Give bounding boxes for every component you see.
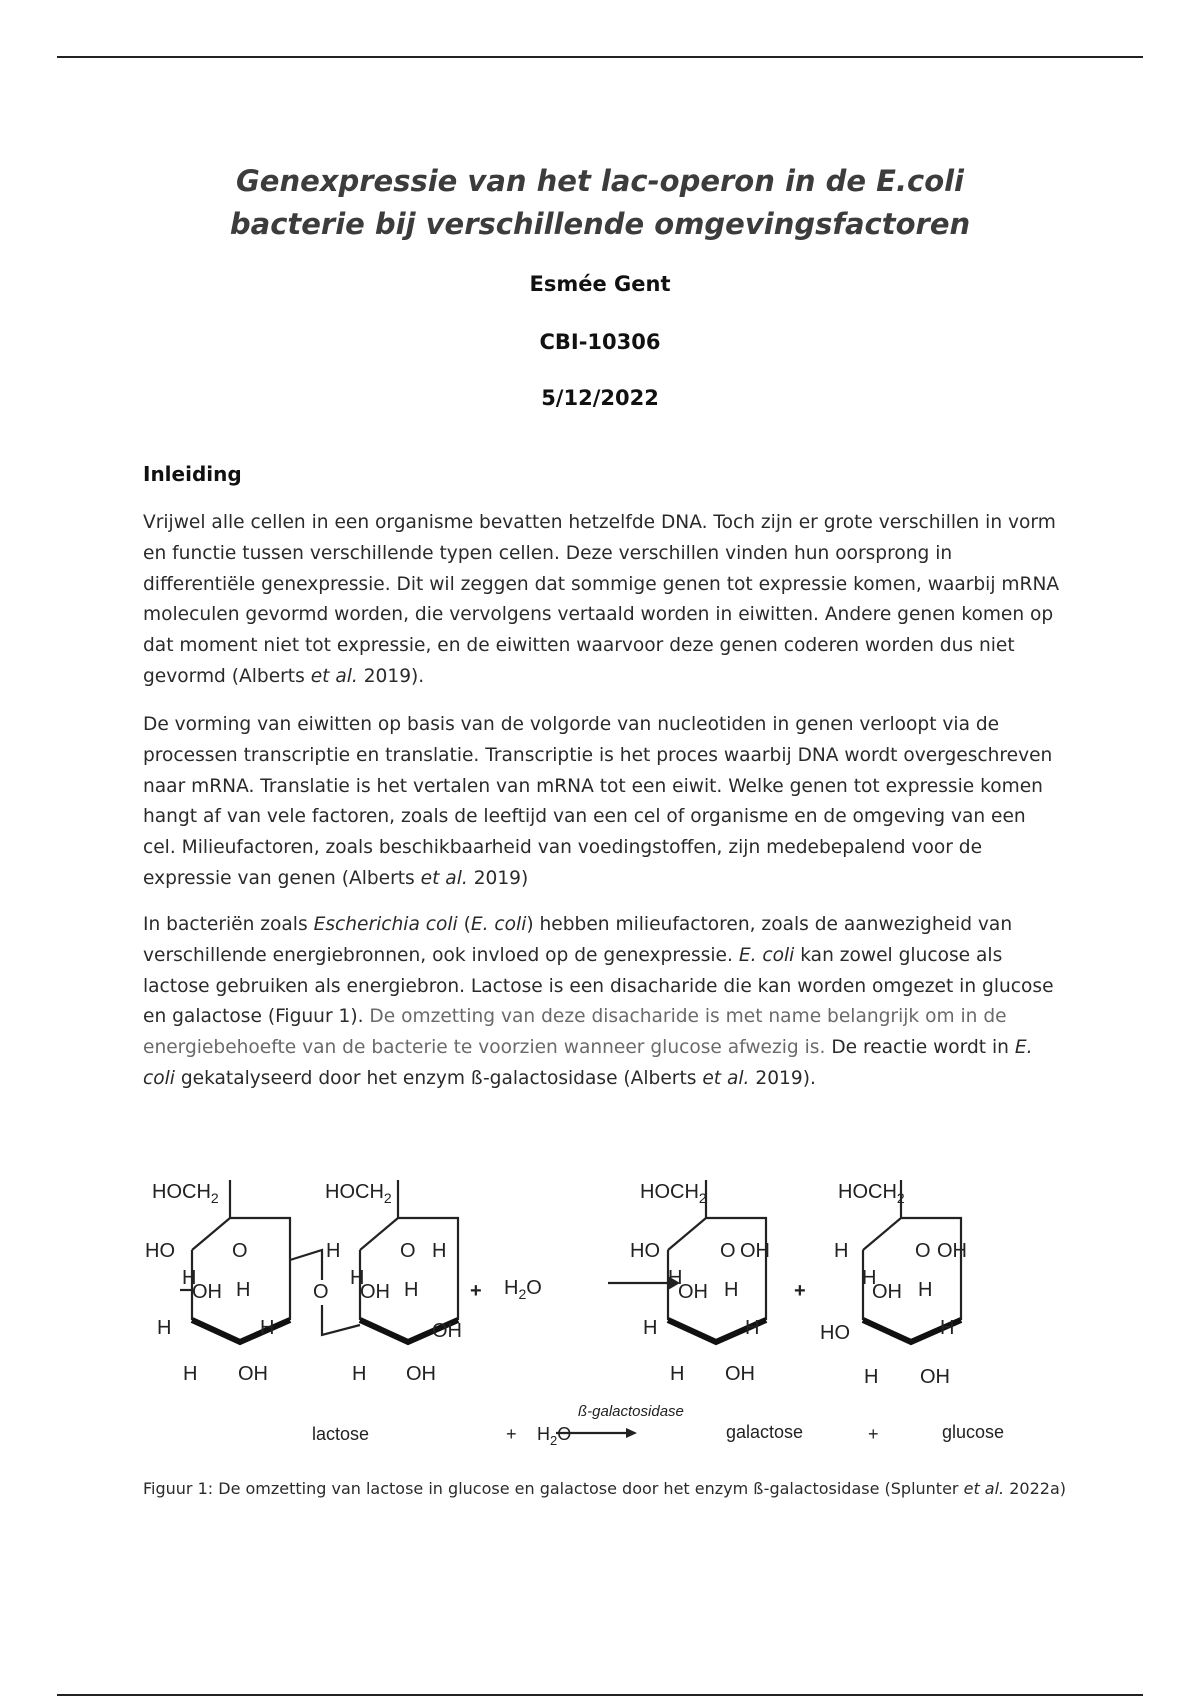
title-line-2: bacterie bij verschillende omgevingsfactoren	[229, 207, 971, 241]
figure-1-reaction	[140, 1160, 1080, 1460]
svg-text:OH: OH	[238, 1363, 268, 1385]
svg-text:HOCH2: $HOCH_2$	[838, 1181, 905, 1206]
svg-text:lactose: lactose	[312, 1424, 370, 1444]
svg-text:H: H	[432, 1240, 447, 1262]
svg-text:H: H	[864, 1366, 879, 1388]
svg-text:H2O: $H_2O$	[504, 1277, 542, 1302]
course-code: CBI-10306	[539, 330, 661, 354]
paragraph-3: In bacteriën zoals Escherichia coli (E. coli) hebben milieufactoren, zoals de aanwezigheid van verschillende energiebronnen, ook invloed op de genexpressie. E. coli kan zowel glucose als lactose gebruiken als energiebron. Lactose is een disacharide die kan worden omgezet in glucose en galactose (Figuur 1). De omzetting van deze disacharide is met name belangrijk om in de energiebehoefte van de bacterie te voorzien wanneer glucose afwezig is. De reactie wordt in E. coli gekatalyseerd door het enzym ß-galactosidase (Alberts et al. 2019).	[143, 914, 1054, 1089]
svg-text:H: H	[668, 1267, 683, 1289]
svg-text:H: H	[745, 1317, 760, 1339]
svg-text:OH: OH	[192, 1281, 222, 1303]
document-date: 5/12/2022	[541, 386, 659, 410]
figure-1-caption: Figuur 1: De omzetting van lactose in glucose en galactose door het enzym ß-galactosidase (Splunter et al. 2022a)	[143, 1479, 1066, 1498]
svg-text:OH: OH	[406, 1363, 436, 1385]
svg-text:O: O	[720, 1240, 736, 1262]
top-rule	[57, 56, 1143, 58]
svg-text:H: H	[862, 1267, 877, 1289]
svg-text:H: H	[326, 1240, 341, 1262]
svg-text:OH: OH	[360, 1281, 390, 1303]
svg-text:HOCH2: $HOCH_2$	[640, 1181, 707, 1206]
paragraph-2: De vorming van eiwitten op basis van de volgorde van nucleotiden in genen verloopt via de processen transcriptie en translatie. Transcriptie is het proces waarbij DNA wordt overgeschreven naar mRNA. Translatie is het vertalen van mRNA tot een eiwit. Welke genen tot expressie komen hangt af van vele factoren, zoals de leeftijd van een cel of organisme en de omgeving van een cel. Milieufactoren, zoals beschikbaarheid van voedingstoffen, zijn medebepalend voor de expressie van genen (Alberts et al. 2019)	[143, 714, 1053, 889]
svg-text:+: +	[868, 1424, 879, 1444]
svg-text:H: H	[918, 1279, 933, 1301]
svg-text:H2O: $H_2O$	[537, 1424, 572, 1448]
svg-text:H: H	[350, 1267, 365, 1289]
svg-text:H: H	[182, 1267, 197, 1289]
svg-text:glucose: glucose	[942, 1422, 1005, 1442]
svg-text:H: H	[352, 1363, 367, 1385]
svg-text:OH: OH	[872, 1281, 902, 1303]
section-heading: Inleiding	[143, 462, 242, 486]
title-line-1: Genexpressie van het lac-operon in de E.coli	[235, 164, 965, 198]
svg-text:O: O	[313, 1281, 329, 1303]
svg-text:O: O	[400, 1240, 416, 1262]
svg-text:H: H	[940, 1317, 955, 1339]
svg-text:H: H	[724, 1279, 739, 1301]
svg-text:H: H	[157, 1317, 172, 1339]
svg-text:H: H	[670, 1363, 685, 1385]
svg-text:HOCH2: $HOCH_2$	[152, 1181, 219, 1206]
svg-text:galactose: galactose	[726, 1422, 804, 1442]
svg-text:+: +	[470, 1280, 482, 1302]
bottom-rule	[57, 1694, 1143, 1696]
svg-text:+: +	[794, 1280, 806, 1302]
svg-text:OH: OH	[725, 1363, 755, 1385]
svg-text:OH: OH	[937, 1240, 967, 1262]
svg-text:+: +	[506, 1424, 517, 1444]
lactose-hydrolysis-diagram	[140, 1160, 1080, 1460]
document-title	[0, 160, 1200, 246]
svg-text:OH: OH	[432, 1320, 462, 1342]
svg-text:ß-galactosidase: ß-galactosidase	[578, 1403, 684, 1420]
paragraph-1: Vrijwel alle cellen in een organisme bevatten hetzelfde DNA. Toch zijn er grote verschillen in vorm en functie tussen verschillende typen cellen. Deze verschillen vinden hun oorsprong in differentiële genexpressie. Dit wil zeggen dat sommige genen tot expressie komen, waarbij mRNA moleculen gevormd worden, die vervolgens vertaald worden in eiwitten. Andere genen komen op dat moment niet tot expressie, en de eiwitten waarvoor deze genen coderen worden dus niet gevormd (Alberts et al. 2019).	[143, 512, 1060, 687]
svg-text:H: H	[260, 1317, 275, 1339]
svg-text:H: H	[404, 1279, 419, 1301]
svg-text:OH: OH	[678, 1281, 708, 1303]
svg-text:OH: OH	[740, 1240, 770, 1262]
svg-text:H: H	[236, 1279, 251, 1301]
svg-text:HO: HO	[630, 1240, 660, 1262]
svg-text:H: H	[183, 1363, 198, 1385]
svg-text:HO: HO	[820, 1322, 850, 1344]
svg-text:O: O	[232, 1240, 248, 1262]
svg-text:H: H	[643, 1317, 658, 1339]
svg-text:OH: OH	[920, 1366, 950, 1388]
svg-text:O: O	[915, 1240, 931, 1262]
svg-text:HO: HO	[145, 1240, 175, 1262]
author-name: Esmée Gent	[529, 272, 671, 296]
svg-text:HOCH2: $HOCH_2$	[325, 1181, 392, 1206]
svg-text:H: H	[834, 1240, 849, 1262]
